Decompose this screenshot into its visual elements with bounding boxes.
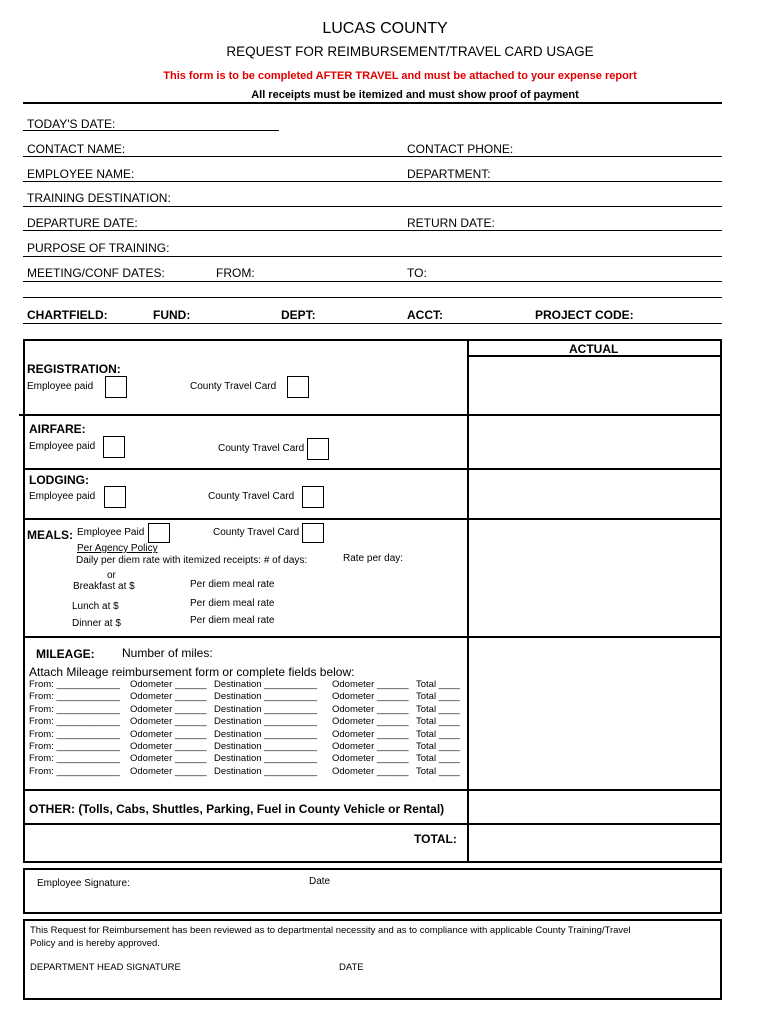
- meeting-to-label: TO:: [407, 266, 427, 280]
- mileage-total[interactable]: Total ____: [416, 716, 460, 728]
- mileage-total[interactable]: Total ____: [416, 753, 460, 765]
- actual-header: ACTUAL: [569, 342, 619, 356]
- mileage-odometer-end[interactable]: Odometer ______: [332, 716, 409, 728]
- total-value-field[interactable]: [469, 825, 721, 862]
- actual-header-rule: [467, 355, 722, 357]
- actual-column-divider: [467, 339, 469, 863]
- total-label: TOTAL:: [414, 832, 457, 846]
- registration-county-card-label: County Travel Card: [190, 381, 277, 392]
- meals-title: MEALS:: [27, 528, 73, 542]
- mileage-from[interactable]: From: ____________: [29, 716, 120, 728]
- registration-title: REGISTRATION:: [27, 362, 121, 376]
- mileage-destination[interactable]: Destination __________: [214, 716, 318, 728]
- header-rule: [23, 102, 722, 104]
- completion-notice: This form is to be completed AFTER TRAVEL and must be attached to your expense report: [163, 70, 637, 82]
- lodging-rule: [23, 518, 722, 520]
- training-destination-label: TRAINING DESTINATION:: [27, 191, 171, 205]
- registration-county-card-checkbox[interactable]: [287, 376, 309, 398]
- dept-label: DEPT:: [281, 308, 316, 322]
- department-label: DEPARTMENT:: [407, 167, 491, 181]
- lodging-county-card-label: County Travel Card: [208, 491, 295, 502]
- mileage-destination[interactable]: Destination __________: [214, 753, 318, 765]
- mileage-from[interactable]: From: ____________: [29, 753, 120, 765]
- mileage-destination[interactable]: Destination __________: [214, 679, 318, 690]
- mileage-destination[interactable]: Destination __________: [214, 765, 318, 777]
- meals-rule: [23, 636, 722, 638]
- or-label: or: [107, 570, 116, 581]
- mileage-destination[interactable]: Destination __________: [214, 728, 318, 740]
- mileage-odometer-end[interactable]: Odometer ______: [332, 753, 409, 765]
- approval-date-label[interactable]: DATE: [339, 962, 364, 973]
- meals-employee-paid-label: Employee Paid: [77, 527, 145, 538]
- dates-line[interactable]: [23, 230, 722, 231]
- number-of-miles-label: Number of miles:: [122, 646, 213, 660]
- lodging-title: LODGING:: [29, 473, 89, 487]
- mileage-total[interactable]: Total ____: [416, 679, 460, 690]
- lunch-label: Lunch at $: [72, 601, 119, 612]
- departure-date-label: DEPARTURE DATE:: [27, 216, 138, 230]
- contact-name-label: CONTACT NAME:: [27, 142, 126, 156]
- mileage-odometer-end[interactable]: Odometer ______: [332, 741, 409, 752]
- mileage-from[interactable]: From: ____________: [29, 703, 120, 715]
- airfare-county-card-label: County Travel Card: [218, 443, 305, 454]
- registration-employee-paid-label: Employee paid: [27, 381, 94, 392]
- lunch-rate-label: Per diem meal rate: [190, 598, 275, 609]
- receipts-notice: All receipts must be itemized and must show proof of payment: [251, 89, 579, 101]
- todays-date-label: TODAY'S DATE:: [27, 117, 116, 131]
- mileage-destination[interactable]: Destination __________: [214, 703, 318, 715]
- other-title: OTHER: (Tolls, Cabs, Shuttles, Parking, Fuel in County Vehicle or Rental): [29, 802, 445, 816]
- per-agency-policy-link[interactable]: Per Agency Policy: [77, 543, 158, 554]
- meeting-dates-label: MEETING/CONF DATES:: [27, 266, 165, 280]
- mileage-odometer-end[interactable]: Odometer ______: [332, 765, 409, 777]
- mileage-odometer-start[interactable]: Odometer ______: [130, 679, 207, 690]
- dinner-rate-label: Per diem meal rate: [190, 615, 275, 626]
- todays-date-line[interactable]: [23, 130, 279, 131]
- employee-line[interactable]: [23, 181, 722, 182]
- meals-county-card-label: County Travel Card: [213, 527, 300, 538]
- airfare-employee-paid-checkbox[interactable]: [103, 436, 125, 458]
- mileage-total[interactable]: Total ____: [416, 703, 460, 715]
- rate-per-day-label: Rate per day:: [343, 553, 404, 564]
- return-date-label: RETURN DATE:: [407, 216, 495, 230]
- meeting-from-label: FROM:: [216, 266, 255, 280]
- mileage-odometer-start[interactable]: Odometer ______: [130, 741, 207, 752]
- mileage-destination[interactable]: Destination __________: [214, 691, 318, 703]
- contact-line[interactable]: [23, 156, 722, 157]
- mileage-odometer-start[interactable]: Odometer ______: [130, 716, 207, 728]
- meals-employee-paid-checkbox[interactable]: [148, 523, 170, 543]
- expense-table: [23, 339, 722, 863]
- mileage-total[interactable]: Total ____: [416, 728, 460, 740]
- contact-phone-label: CONTACT PHONE:: [407, 142, 514, 156]
- mileage-odometer-end[interactable]: Odometer ______: [332, 679, 409, 690]
- mileage-total[interactable]: Total ____: [416, 691, 460, 703]
- acct-label: ACCT:: [407, 308, 443, 322]
- employee-name-label: EMPLOYEE NAME:: [27, 167, 135, 181]
- mileage-from[interactable]: From: ____________: [29, 741, 120, 752]
- mileage-from[interactable]: From: ____________: [29, 728, 120, 740]
- chartfield-label: CHARTFIELD:: [27, 308, 108, 322]
- purpose-label: PURPOSE OF TRAINING:: [27, 241, 170, 255]
- purpose-line[interactable]: [23, 256, 722, 257]
- department-head-signature-label[interactable]: DEPARTMENT HEAD SIGNATURE: [30, 962, 181, 973]
- mileage-odometer-end[interactable]: Odometer ______: [332, 728, 409, 740]
- mileage-odometer-start[interactable]: Odometer ______: [130, 703, 207, 715]
- lodging-employee-paid-checkbox[interactable]: [104, 486, 126, 508]
- lodging-employee-paid-label: Employee paid: [29, 491, 96, 502]
- mileage-from[interactable]: From: ____________: [29, 691, 120, 703]
- chartfield-line[interactable]: [23, 323, 722, 324]
- mileage-title: MILEAGE:: [36, 647, 95, 661]
- airfare-rule: [23, 468, 722, 470]
- mileage-odometer-start[interactable]: Odometer ______: [130, 691, 207, 703]
- breakfast-label: Breakfast at $: [73, 581, 135, 592]
- mileage-from[interactable]: From: ____________: [29, 765, 120, 777]
- dinner-label: Dinner at $: [72, 618, 121, 629]
- meeting-line[interactable]: [23, 281, 722, 282]
- mileage-rule: [23, 789, 722, 791]
- per-diem-days-label: Daily per diem rate with itemized receipts: # of days:: [76, 555, 308, 566]
- fund-label: FUND:: [153, 308, 191, 322]
- mileage-total[interactable]: Total ____: [416, 765, 460, 777]
- registration-employee-paid-checkbox[interactable]: [105, 376, 127, 398]
- employee-signature-date-label: Date: [309, 876, 331, 887]
- mileage-odometer-end[interactable]: Odometer ______: [332, 703, 409, 715]
- airfare-employee-paid-label: Employee paid: [29, 441, 96, 452]
- mileage-total[interactable]: Total ____: [416, 741, 460, 752]
- mileage-odometer-start[interactable]: Odometer ______: [130, 753, 207, 765]
- lodging-county-card-checkbox[interactable]: [302, 486, 324, 508]
- approval-text-line1: This Request for Reimbursement has been reviewed as to departmental necessity and as to compliance with applicable County Training/Travel: [30, 925, 631, 936]
- airfare-title: AIRFARE:: [29, 422, 86, 436]
- separator-line: [23, 297, 722, 298]
- registration-rule: [19, 414, 722, 416]
- form-subtitle: REQUEST FOR REIMBURSEMENT/TRAVEL CARD USAGE: [226, 44, 594, 59]
- airfare-county-card-checkbox[interactable]: [307, 438, 329, 460]
- employee-signature-label: Employee Signature:: [37, 878, 130, 889]
- mileage-instruction: Attach Mileage reimbursement form or complete fields below:: [29, 665, 355, 679]
- mileage-odometer-start[interactable]: Odometer ______: [130, 728, 207, 740]
- mileage-destination[interactable]: Destination __________: [214, 741, 318, 752]
- mileage-from[interactable]: From: ____________: [29, 679, 120, 690]
- destination-line[interactable]: [23, 206, 722, 207]
- employee-signature-box[interactable]: [23, 868, 722, 914]
- breakfast-rate-label: Per diem meal rate: [190, 579, 275, 590]
- meals-county-card-checkbox[interactable]: [302, 523, 324, 543]
- approval-text-line2: Policy and is hereby approved.: [30, 938, 160, 949]
- mileage-odometer-end[interactable]: Odometer ______: [332, 691, 409, 703]
- mileage-odometer-start[interactable]: Odometer ______: [130, 765, 207, 777]
- project-code-label: PROJECT CODE:: [535, 308, 634, 322]
- page-title: LUCAS COUNTY: [322, 20, 448, 37]
